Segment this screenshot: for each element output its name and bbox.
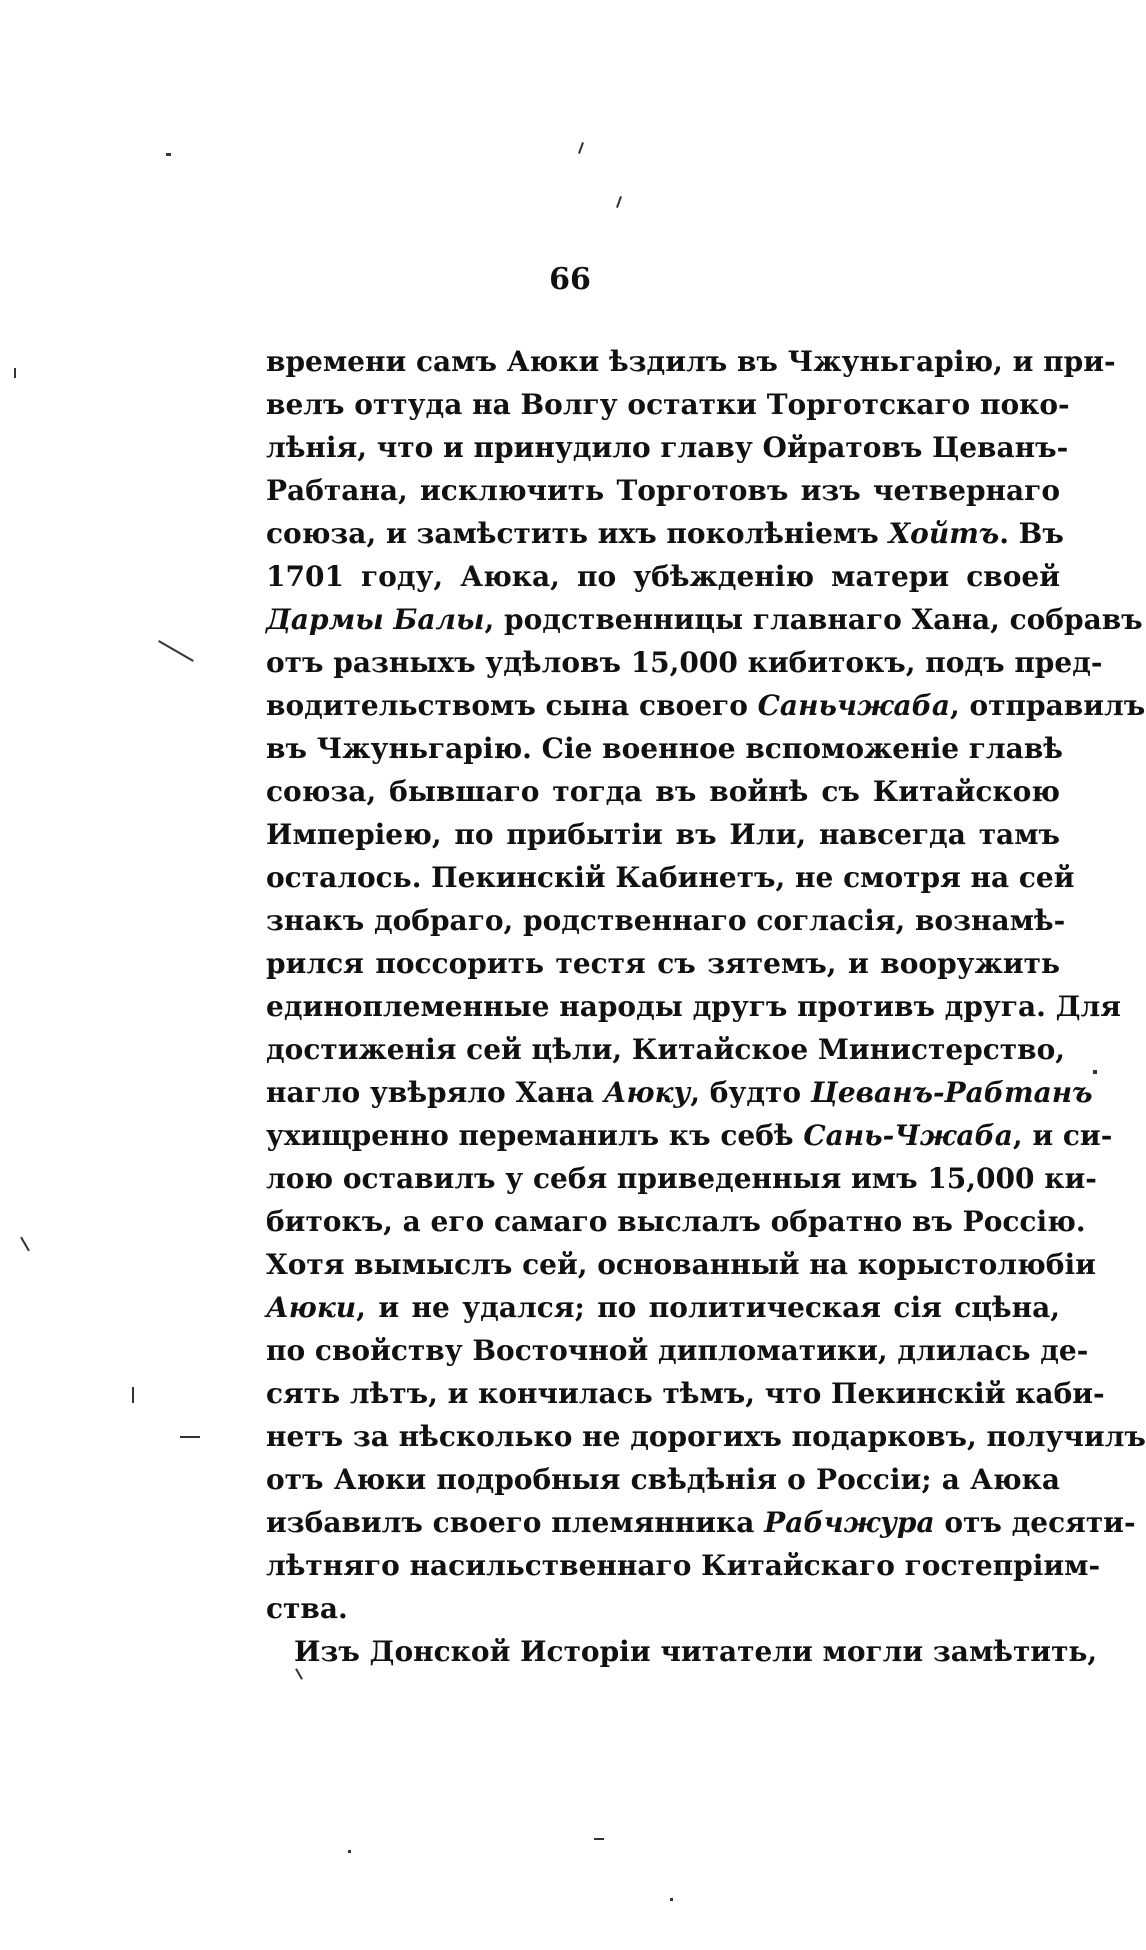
scan-speck [180, 1436, 200, 1438]
text-segment: , и не удался; по политическая сія сцѣна, [356, 1291, 1060, 1324]
text-segment: битокъ, а его самаго выслалъ обратно въ Россію. [266, 1205, 1086, 1238]
text-segment: лою оставилъ у себя приведенныя имъ 15,000 ки- [266, 1162, 1097, 1195]
text-segment: лѣнія, что и принудило главу Ойратовъ Цеванъ- [266, 431, 1069, 464]
text-line [266, 942, 1060, 985]
text-segment: въ Чжуньгарію. Сіе военное вспоможеніе главѣ [266, 732, 1063, 765]
text-segment: ухищренно переманилъ къ себѣ [266, 1119, 804, 1152]
text-segment: 1701 году, Аюка, по убѣжденію матери своей [266, 560, 1060, 593]
text-line [266, 598, 1143, 641]
text-segment: отъ Аюки подробныя свѣдѣнія о Россіи; а Аюка [266, 1463, 1060, 1496]
text-line [266, 1630, 1098, 1673]
text-line [266, 727, 1063, 770]
scan-speck [132, 1387, 134, 1403]
scan-speck [20, 1237, 30, 1252]
scan-speck [616, 196, 622, 208]
text-line [266, 1028, 1066, 1071]
text-line [266, 1114, 1113, 1157]
italic-name: Дармы Балы [266, 603, 485, 636]
text-segment: Рабтана, исключить Торготовъ изъ четвернаго [266, 474, 1060, 507]
text-segment: союза, бывшаго тогда въ войнѣ съ Китайскою [266, 775, 1060, 808]
text-line [266, 1200, 1086, 1243]
scan-speck [578, 142, 584, 154]
text-segment: лѣтняго насильственнаго Китайскаго гостепріим- [266, 1549, 1101, 1582]
text-line [266, 1157, 1097, 1200]
text-line [266, 899, 1066, 942]
text-line [266, 383, 1070, 426]
text-line [266, 1458, 1060, 1501]
text-line [266, 1372, 1105, 1415]
text-segment: Изъ Донской Исторіи читатели могли замѣтить, [294, 1635, 1098, 1668]
text-segment: . Въ [999, 517, 1064, 550]
text-segment: сять лѣтъ, и кончилась тѣмъ, что Пекинскій каби- [266, 1377, 1105, 1410]
italic-name: Рабчжура [764, 1506, 935, 1539]
italic-name: Аюки [266, 1291, 357, 1324]
scan-speck [594, 1838, 604, 1840]
text-segment: единоплеменные народы другъ противъ друга. Для [266, 990, 1121, 1023]
text-segment: избавилъ своего племянника [266, 1506, 765, 1539]
text-line [266, 555, 1060, 598]
text-line [266, 1587, 1060, 1630]
text-segment: союза, и замѣстить ихъ поколѣніемъ [266, 517, 889, 550]
text-line [266, 469, 1060, 512]
italic-name: Аюку [603, 1076, 691, 1109]
text-segment: , и си- [1012, 1119, 1113, 1152]
text-line [266, 1329, 1089, 1372]
text-segment: отъ разныхъ удѣловъ 15,000 кибитокъ, подъ пред- [266, 646, 1103, 679]
text-line [266, 1286, 1060, 1329]
text-line [266, 770, 1060, 813]
text-segment: , отправилъ [950, 689, 1146, 722]
scan-speck [166, 153, 171, 156]
text-segment: ства. [266, 1592, 348, 1625]
text-segment: знакъ добраго, родственнаго согласія, вознамѣ- [266, 904, 1066, 937]
text-line [266, 985, 1121, 1028]
text-line [266, 1501, 1136, 1544]
text-line [266, 684, 1146, 727]
text-line [266, 1415, 1146, 1458]
text-segment: рился поссорить тестя съ зятемъ, и вооружить [266, 947, 1060, 980]
text-segment: Хотя вымыслъ сей, основанный на корыстолюбіи [266, 1248, 1096, 1281]
scan-speck [1093, 1070, 1097, 1074]
text-line [266, 340, 1116, 383]
text-line [266, 1071, 1093, 1114]
italic-name: Саньчжаба [757, 689, 951, 722]
text-segment: осталось. Пекинскій Кабинетъ, не смотря на сей [266, 861, 1075, 894]
text-segment: , родственницы главнаго Хана, собравъ [484, 603, 1143, 636]
text-segment: времени самъ Аюки ѣздилъ въ Чжуньгарію, и при- [266, 345, 1116, 378]
text-line [266, 1544, 1101, 1587]
text-line [266, 1243, 1096, 1286]
text-segment: велъ оттуда на Волгу остатки Торготскаго поко- [266, 388, 1070, 421]
text-segment: Имперіею, по прибытіи въ Или, навсегда тамъ [266, 818, 1060, 851]
scan-speck [158, 640, 194, 662]
text-line [266, 856, 1075, 899]
text-line [266, 641, 1103, 684]
italic-name: Сань-Чжаба [803, 1119, 1013, 1152]
page-number: 66 [549, 262, 591, 297]
text-line [266, 512, 1064, 555]
text-segment: достиженія сей цѣли, Китайское Министерство, [266, 1033, 1066, 1066]
body-text [266, 340, 1146, 1673]
scan-speck [14, 368, 16, 378]
italic-name: Хойтъ [888, 517, 1000, 550]
scan-speck [670, 1898, 673, 1901]
text-line [266, 813, 1060, 856]
text-segment: нагло увѣряло Хана [266, 1076, 604, 1109]
text-segment: нетъ за нѣсколько не дорогихъ подарковъ, получилъ [266, 1420, 1146, 1453]
text-segment: , будто [690, 1076, 811, 1109]
italic-name: Цеванъ-Рабтанъ [810, 1076, 1093, 1109]
text-segment: водительствомъ сына своего [266, 689, 758, 722]
text-segment: отъ десяти- [934, 1506, 1136, 1539]
text-segment: по свойству Восточной дипломатики, длилась де- [266, 1334, 1089, 1367]
scan-speck [348, 1850, 351, 1853]
text-line [266, 426, 1069, 469]
